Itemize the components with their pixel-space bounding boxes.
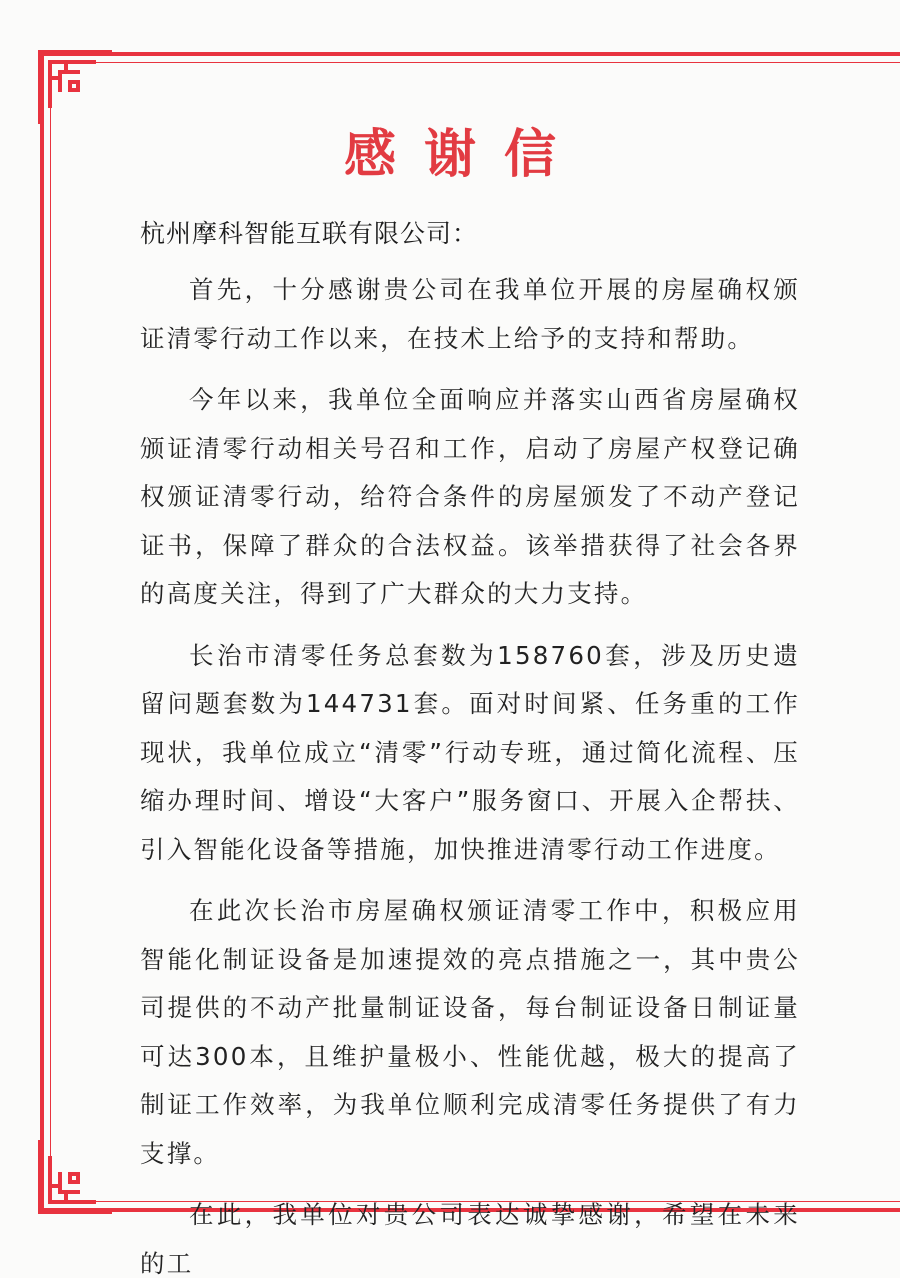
paragraph: 在此次长治市房屋确权颁证清零工作中，积极应用智能化制证设备是加速提效的亮点措施之一，其中贵公司提供的不动产批量制证设备，每台制证设备日制证量可达300本，且维护量极小、性能优越，极大的提高了制证工作效率，为我单位顺利完成清零任务提供了有力支撑。	[140, 896, 800, 1168]
paragraph: 首先，十分感谢贵公司在我单位开展的房屋确权颁证清零行动工作以来，在技术上给予的支持和帮助。	[140, 275, 800, 353]
paragraph: 长治市清零任务总套数为158760套，涉及历史遗留问题套数为144731套。面对时间紧、任务重的工作现状，我单位成立“清零”行动专班，通过简化流程、压缩办理时间、增设“大客户”服务窗口、开展入企帮扶、引入智能化设备等措施，加快推进清零行动工作进度。	[140, 640, 800, 864]
recipient-line: 杭州摩科智能互联有限公司：	[140, 219, 479, 248]
letter-body	[140, 266, 800, 1278]
paragraph: 今年以来，我单位全面响应并落实山西省房屋确权颁证清零行动相关号召和工作，启动了房屋产权登记确权颁证清零行动，给符合条件的房屋颁发了不动产登记证书，保障了群众的合法权益。该举措获得了社会各界的高度关注，得到了广大群众的大力支持。	[140, 385, 800, 608]
letter-title: 感谢信	[343, 124, 584, 185]
corner-ornament-bottom-left	[36, 1136, 116, 1216]
paragraph: 在此，我单位对贵公司表达诚挚感谢，希望在未来的工	[140, 1200, 800, 1278]
